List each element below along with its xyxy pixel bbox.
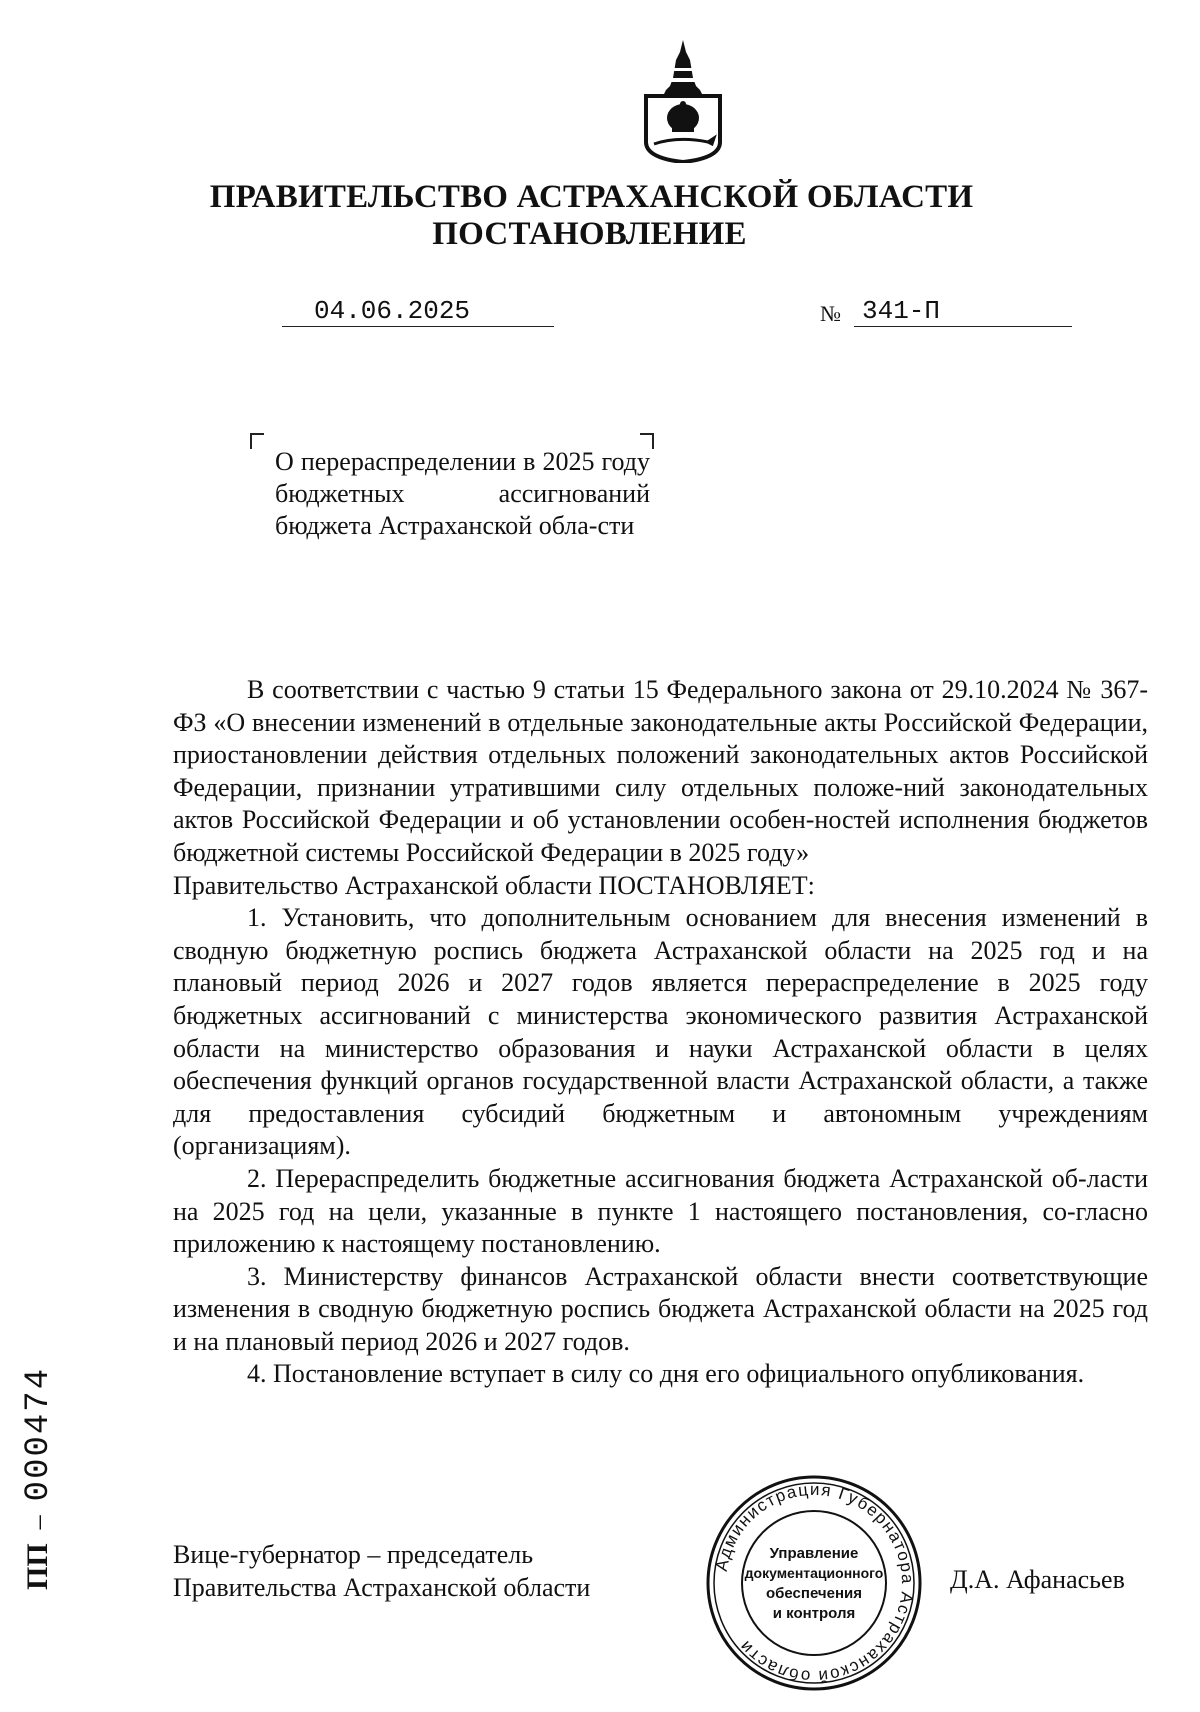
government-title: ПРАВИТЕЛЬСТВО АСТРАХАНСКОЙ ОБЛАСТИ xyxy=(209,179,974,215)
side-serial-prefix: ПП xyxy=(21,1543,54,1590)
side-serial-dash: – xyxy=(23,1515,54,1530)
signatory-position-line-2: Правительства Астраханской области xyxy=(173,1573,591,1602)
body-intro-text: В соответствии с частью 9 статьи 15 Федерального закона от 29.10.2024 xyxy=(247,675,1059,704)
signatory-position xyxy=(173,1538,590,1604)
signatory-name: Д.А. Афанасьев xyxy=(950,1565,1125,1594)
clause-3: 3. Министерству финансов Астраханской области внести соответствующие изменения в сводную бюджетную роспись бюджета Астраханской области на 2025 год и на плановый период 2026 и 2027 годов. xyxy=(173,1261,1148,1356)
document-date: 04.06.2025 xyxy=(282,296,554,327)
side-serial-number xyxy=(18,1367,59,1590)
body-intro-continuation: № 367-ФЗ «О внесении изменений в отдельные законодательные акты Российской Федерации, приостановлении действия отдельных положений законодательных актов Российской Федерации, признании утратившими силу отдельных положе-ний законодательных актов Российской Федерации и об установлении особен-ностей исполнения бюджетов бюджетной системы Российской Федерации в 2025 году» xyxy=(173,675,1149,867)
document-subject-title: О перераспределении в 2025 году бюджетных ассигнований бюджета Астраханской обла-сти xyxy=(275,447,650,540)
document-body xyxy=(173,674,1148,1391)
decree-statement: Правительство Астраханской области ПОСТАНОВЛЯЕТ: xyxy=(173,870,815,900)
side-serial-digits: 000474 xyxy=(20,1366,58,1502)
clause-1: 1. Установить, что дополнительным основанием для внесения изменений в сводную бюджетную роспись бюджета Астраханской области на 2025 год и на плановый период 2026 и 2027 годов является перераспределение в 2025 году бюджетных ассигнований с министерства экономического развития Астраханской области на министерство образования и науки Астраханской области в целях обеспечения функций органов государственной власти Астраханской области, а также для предоставления субсидий бюджетным и автономным учреждениям (организациям). xyxy=(173,903,1148,1161)
title-corner-mark-left xyxy=(250,433,264,449)
clause-4: 4. Постановление вступает в силу со дня его официального опубликования. xyxy=(247,1359,1085,1389)
stamp-outer-text: Администрация Губернатора Астраханской области xyxy=(711,1479,918,1687)
official-stamp-seal xyxy=(705,1474,923,1692)
stamp-inner-line-4: и контроля xyxy=(772,1605,856,1622)
stamp-inner-line-2: документационного xyxy=(744,1565,884,1581)
stamp-inner-line-1: Управление xyxy=(769,1545,859,1562)
number-sign: № xyxy=(820,301,841,326)
coat-of-arms-emblem xyxy=(638,38,728,163)
signatory-position-line-1: Вице-губернатор – председатель xyxy=(173,1540,534,1569)
stamp-inner-line-3: обеспечения xyxy=(765,1585,863,1602)
document-number: 341-П xyxy=(854,296,1072,327)
document-type-title: ПОСТАНОВЛЕНИЕ xyxy=(432,216,747,252)
clause-2: 2. Перераспределить бюджетные ассигнования бюджета Астраханской об-ласти на 2025 год на цели, указанные в пункте 1 настоящего постановления, со-гласно приложению к настоящему постановлению. xyxy=(173,1163,1148,1259)
body-intro-paragraph xyxy=(173,674,1148,870)
